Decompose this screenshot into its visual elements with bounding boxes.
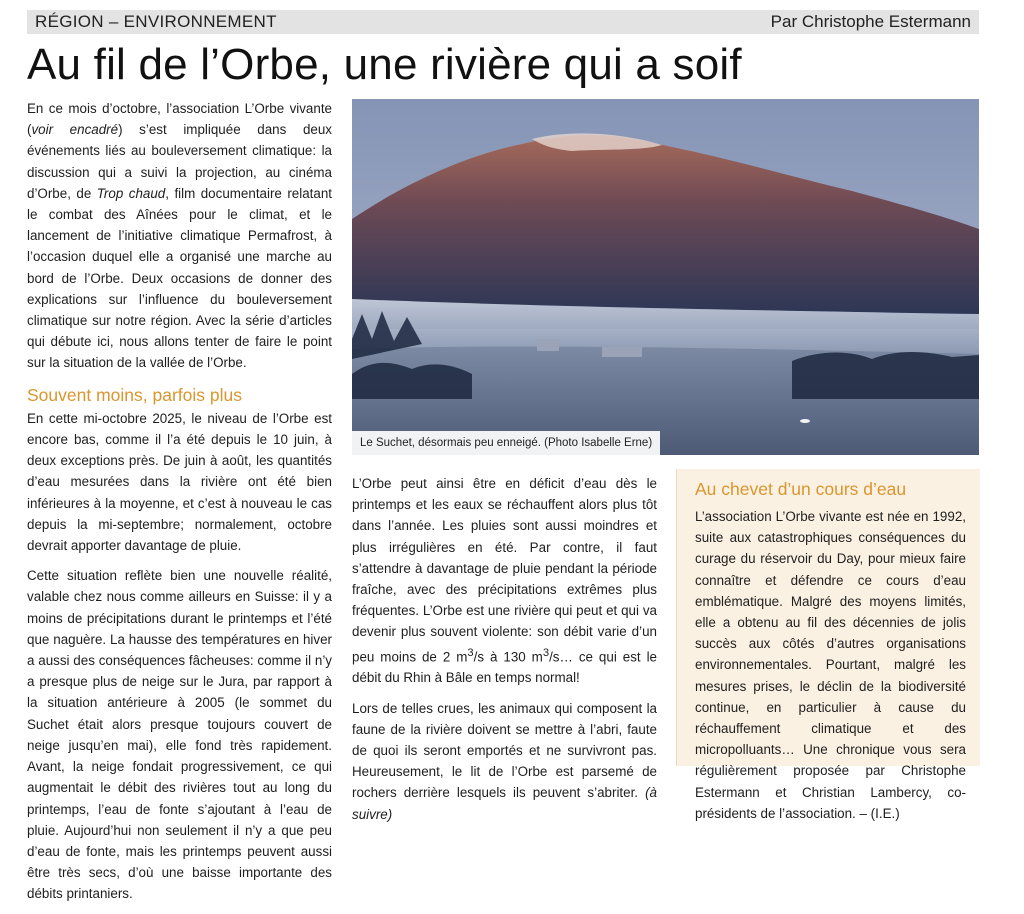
subhead: Souvent moins, parfois plus — [27, 384, 242, 405]
sidebar-box — [676, 469, 980, 821]
photo-illustration — [352, 99, 979, 455]
paragraph: Cette situation reflète bien une nouvelle réalité, valable chez nous comme ailleurs en Suisse: il y a moins de précipitations durant le printemps et l’été que naguère. La hausse des températures en hiver a aussi des conséquences fâcheuses: comme il n’y a presque plus de neige sur le Jura, par rapport à la situation antérieure à 2005 (le sommet du Suchet était alors presque toujours couvert de neige jusqu’en mai), elle fond très rapidement. Avant, la neige fondait progressivement, ce qui augmentait le débit des rivières tout au long du printemps, l’eau de fonte s’ajoutant à l’eau de pluie. Aujourd’hui non seulement il n’y a que peu d’eau de fonte, mais les printemps peuvent aussi être très secs, d’où une baisse importante des débits printaniers. — [27, 568, 332, 902]
left-column — [27, 98, 332, 914]
section-label: RÉGION – ENVIRONNEMENT — [35, 12, 277, 31]
paragraph: En cette mi-octobre 2025, le niveau de l’Orbe est encore bas, comme il l’a été depuis le 10 juin, à deux exceptions près. De juin à août, les quantités d’eau mesurées dans la rivière ont été bien inférieures à la moyenne, et c’est à nouveau le cas depuis la mi-septembre; normalement, octobre devrait apporter davantage de pluie. — [27, 410, 332, 554]
paragraph: L’Orbe peut ainsi être en déficit d’eau dès le printemps et les eaux se réchauffent alors plus tôt dans l’année. Les pluies sont aussi moindres et plus irrégulières en été. Par contre, il faut s’attendre à davantage de pluie pendant la période fraîche, avec des précipitations extrêmes plus fréquentes. L’Orbe est une rivière qui peut et qui va devenir plus souvent violente: son débit varie d’un peu moins de 2 $m^3/s$ à 130 $m^3/s\dots$ ce qui est le débit du Rhin à Bâle en temps normal! — [352, 476, 657, 686]
landscape-photo — [352, 99, 979, 455]
sidebar-title: Au chevet d’un cours d’eau — [695, 479, 907, 499]
headline: Au fil de l’Orbe, une rivière qui a soif — [27, 40, 742, 89]
photo-caption: Le Suchet, désormais peu enneigé. (Photo Isabelle Erne) — [352, 431, 660, 455]
paragraph: Lors de telles crues, les animaux qui composent la faune de la rivière doivent se mettre à l’abri, faute de quoi ils seront emportés et ne survivront pas. Heureusement, le lit de l’Orbe est parsemé de rochers derrière lesquels ils peuvent s’abriter. (à suivre) — [352, 700, 657, 822]
middle-column — [352, 473, 657, 834]
intro-paragraph: En ce mois d’octobre, l’association L’Orbe vivante (voir encadré) s’est impliquée dans deux événements liés au bouleversement climatique: la discussion qui a suivi la projection, au cinéma d’Orbe, de Trop chaud, film documentaire relatant le combat des Aînées pour le climat, et le lancement de l’initiative climatique Permafrost, à l’occasion duquel elle a organisé une marche au bord de l’Orbe. Deux occasions de donner des explications sur l’influence du bouleversement climatique sur notre région. Avec la série d’articles qui débute ici, nous allons tenter de faire le point sur la situation de la vallée de l’Orbe. — [27, 101, 332, 371]
sidebar-text: L’association L’Orbe vivante est née en 1992, suite aux catastrophiques conséquences du curage du réservoir du Day, pour mieux faire connaître et défendre ce cours d’eau emblématique. Malgré des moyens limités, elle a obtenu au fil des décennies de jolis succès aux côtés d’autres organisations environnementales. Pourtant, malgré les mesures prises, le déclin de la biodiversité continue, en particulier à cause du réchauffement climatique et des micropolluants… Une chronique vous sera régulièrement proposée par Christophe Estermann et Christian Lambercy, co-présidents de l’association. – (I.E.) — [695, 509, 966, 821]
byline: Par Christophe Estermann — [770, 12, 971, 31]
header-bar — [27, 10, 979, 34]
